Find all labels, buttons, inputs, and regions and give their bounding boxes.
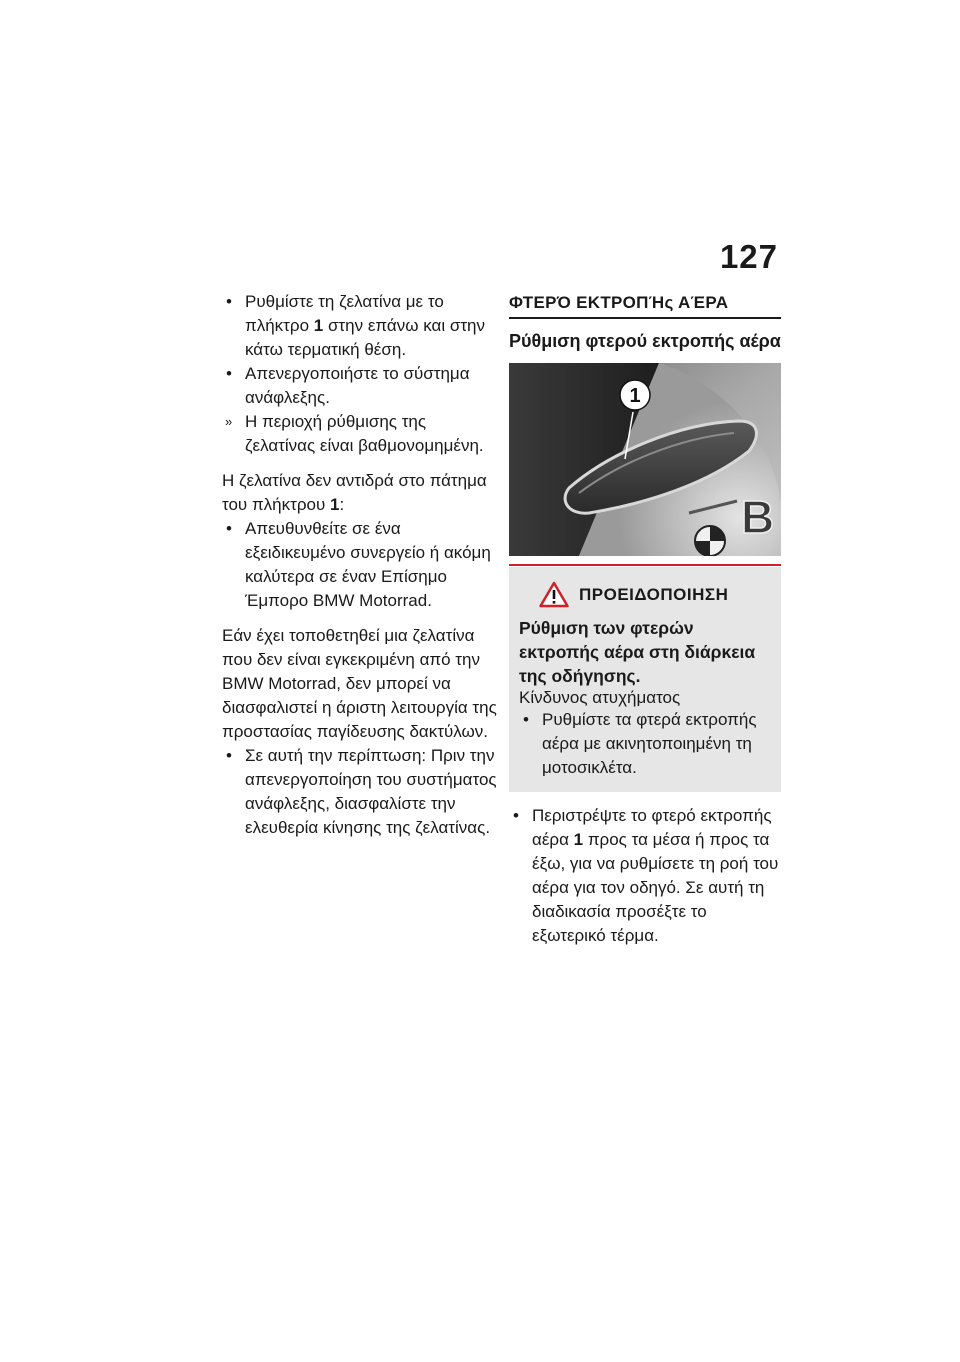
subsection-title: Ρύθμιση φτερού εκτροπής αέρα [509, 331, 781, 351]
bullet-mark: • [226, 746, 232, 765]
list-item: • Απευθυνθείτε σε ένα εξειδικευμένο συνεργείο ή ακόμη καλύτερα σε έναν Επίσημο Έμπορο BMW Motorrad. [226, 519, 491, 610]
warning-consequence: Κίνδυνος ατυχήματος [519, 688, 681, 707]
page-number: 127 [719, 238, 778, 275]
bullet-mark: • [226, 364, 232, 383]
bullet-mark: • [226, 292, 232, 311]
bullet-mark: • [226, 519, 232, 538]
section-title: ΦΤΕΡΌ ΕΚΤΡΟΠΉς ΑΈΡΑ [509, 293, 781, 319]
left-column [222, 290, 497, 840]
callout-number: 1 [629, 385, 641, 407]
list-item: • Περιστρέψτε το φτερό εκτροπής αέρα 1 προς τα μέσα ή προς τα έξω, για να ρυθμίσετε τη ροή του αέρα για τον οδηγό. Σε αυτή τη διαδικασία προσέξτε το εξωτερικό τέρμα. [513, 806, 779, 945]
wind-deflector-illustration [509, 363, 781, 556]
key-reference: 1 [313, 316, 324, 335]
result-item: » Η περιοχή ρύθμισης της ζελατίνας είναι βαθμονομημένη. [225, 412, 484, 455]
warning-box [509, 567, 781, 792]
warning-triangle-icon [539, 581, 569, 608]
key-reference: 1 [573, 830, 584, 849]
badge-letter: B [741, 491, 775, 543]
paragraph: Η ζελατίνα δεν αντιδρά στο πάτημα του πλήκτρου 1: [222, 471, 487, 514]
right-column [509, 290, 781, 948]
list-item: • Απενεργοποιήστε το σύστημα ανάφλεξης. [226, 364, 470, 407]
paragraph: Εάν έχει τοποθετηθεί μια ζελατίνα που δεν είναι εγκεκριμένη από την BMW Motorrad, δεν μπορεί να διασφαλιστεί η άριστη λειτουργία της προστασίας παγίδευσης δακτύλων. [222, 626, 497, 741]
result-mark: » [225, 414, 233, 429]
bullet-mark: • [513, 806, 519, 825]
warning-title: ΠΡΟΕΙΔΟΠΟΙΗΣΗ [579, 584, 729, 604]
warning-heading: Ρύθμιση των φτερών εκτροπής αέρα στη διάρκεια της οδήγησης. [519, 618, 756, 686]
list-item: • Ρυθμίστε τη ζελατίνα με το πλήκτρο 1 στην επάνω και στην κάτω τερματική θέση. [226, 292, 486, 359]
warning-rule [509, 564, 781, 566]
key-reference: 1 [330, 495, 340, 514]
bullet-mark: • [523, 710, 529, 729]
wind-deflector-figure [509, 363, 781, 556]
list-item: • Σε αυτή την περίπτωση: Πριν την απενεργοποίηση του συστήματος ανάφλεξης, διασφαλίστε την ελευθερία κίνησης της ζελατίνας. [226, 746, 497, 837]
warning-step: • Ρυθμίστε τα φτερά εκτροπής αέρα με ακινητοποιημένη τη μοτοσικλέτα. [523, 710, 757, 777]
